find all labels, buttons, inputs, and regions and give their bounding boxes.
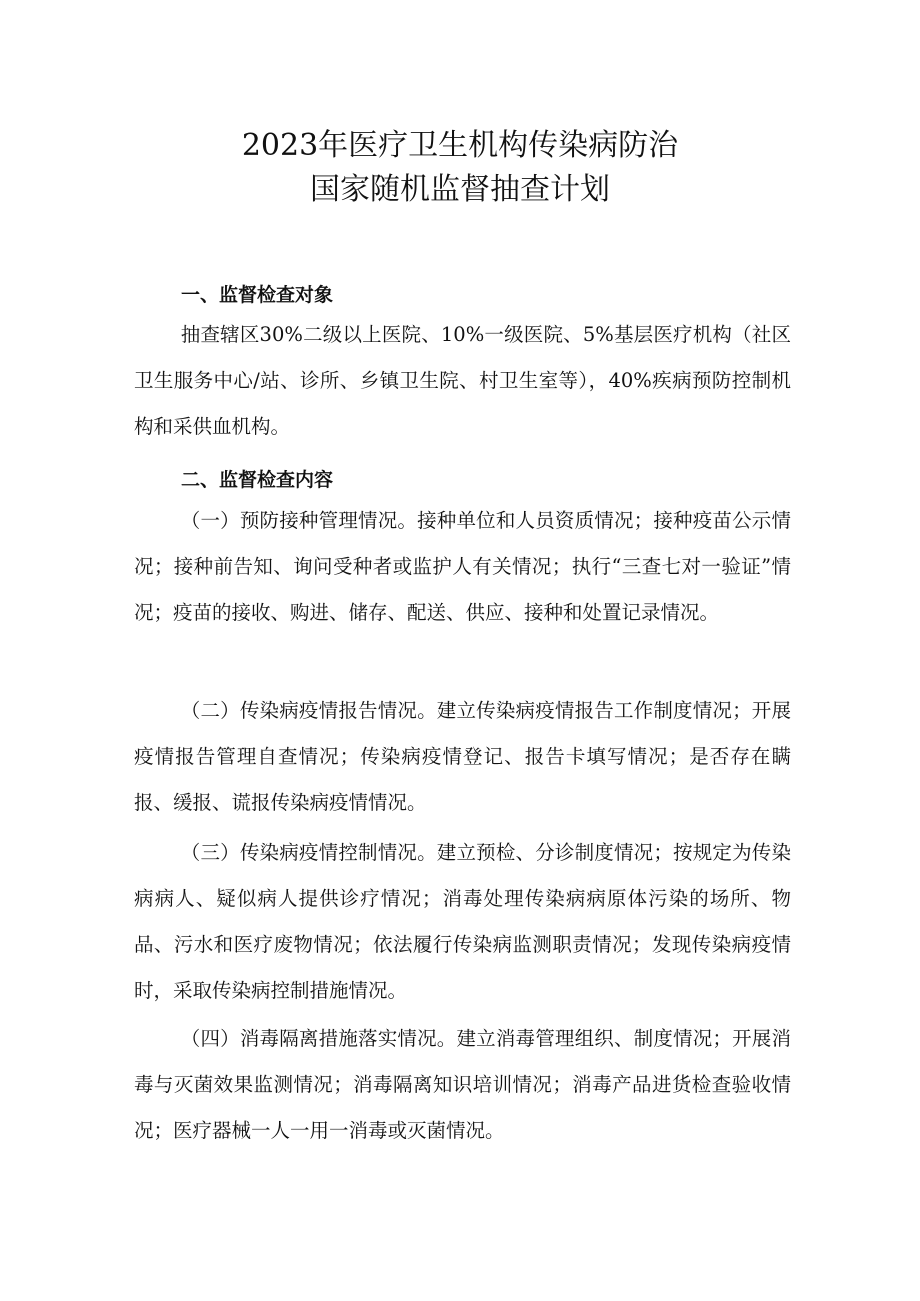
section-2-item-1: （一）预防接种管理情况。接种单位和人员资质情况；接种疫苗公示情况；接种前告知、询问受种者或监护人有关情况；执行“三查七对一验证”情况；疫苗的接收、购进、储存、配送、供应、接种和处置记录情况。 <box>134 509 791 624</box>
section-2-item-2: （二）传染病疫情报告情况。建立传染病疫情报告工作制度情况；开展疫情报告管理自查情况；传染病疫情登记、报告卡填写情况；是否存在瞒报、缓报、谎报传染病疫情情况。 <box>134 699 791 814</box>
document-title-line-2: 国家随机监督抽查计划 <box>310 172 610 207</box>
section-2-item-4: （四）消毒隔离措施落实情况。建立消毒管理组织、制度情况；开展消毒与灭菌效果监测情况；消毒隔离知识培训情况；消毒产品进货检查验收情况；医疗器械一人一用一消毒或灭菌情况。 <box>134 1027 791 1142</box>
document-title-line-1: 2023年医疗卫生机构传染病防治 <box>241 128 679 163</box>
section-2-item-3: （三）传染病疫情控制情况。建立预检、分诊制度情况；按规定为传染病病人、疑似病人提供诊疗情况；消毒处理传染病病原体污染的场所、物品、污水和医疗废物情况；依法履行传染病监测职责情况；发现传染病疫情时，采取传染病控制措施情况。 <box>134 841 791 1002</box>
section-1-paragraph: 抽查辖区30%二级以上医院、10%一级医院、5%基层医疗机构（社区卫生服务中心/站、诊所、乡镇卫生院、村卫生室等），40%疾病预防控制机构和采供血机构。 <box>134 323 791 438</box>
section-1-heading: 一、监督检查对象 <box>181 284 334 306</box>
section-2-heading: 二、监督检查内容 <box>181 469 334 491</box>
